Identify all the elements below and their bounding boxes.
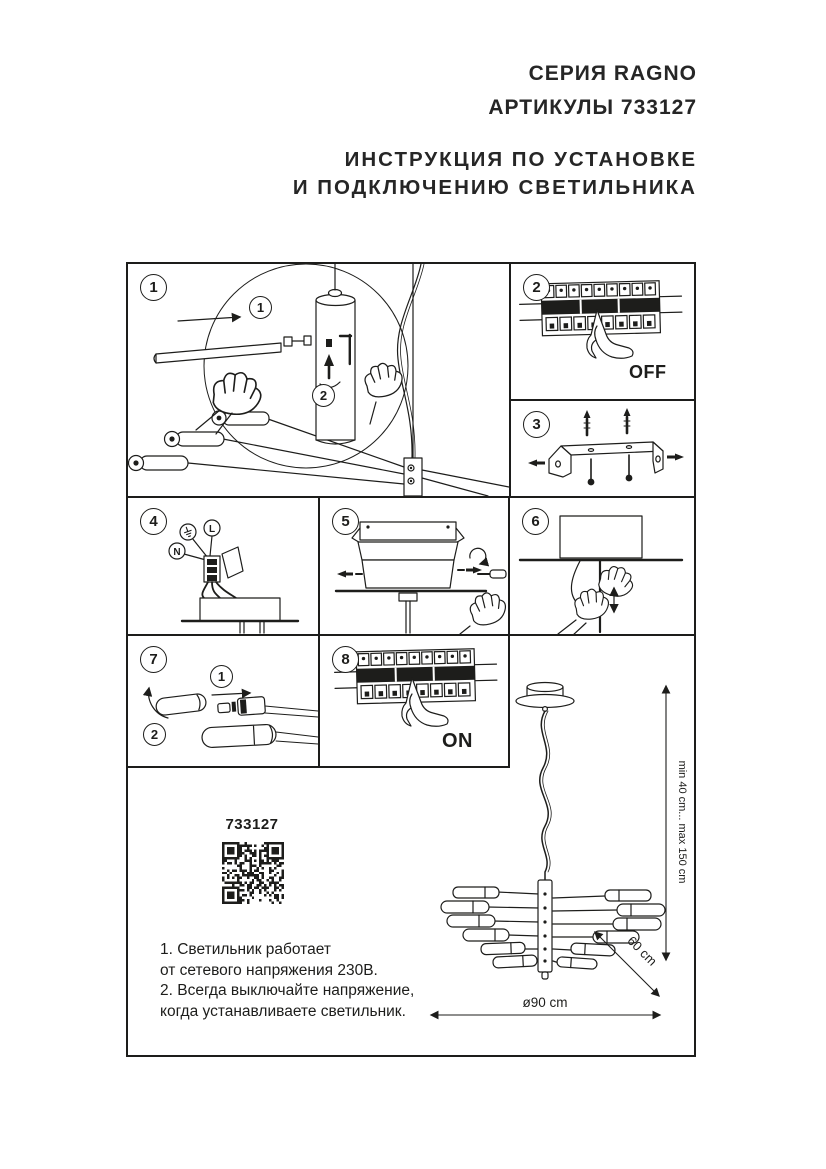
power-off-label: OFF bbox=[629, 362, 667, 382]
series-title: СЕРИЯ RAGNO bbox=[528, 62, 697, 85]
substep-1-badge: 1 bbox=[210, 665, 233, 688]
instruction-board bbox=[126, 262, 696, 1057]
power-on-label: ON bbox=[442, 730, 473, 752]
diameter-label: ø90 cm bbox=[522, 995, 568, 1010]
instruction-title-line2: И ПОДКЛЮЧЕНИЮ СВЕТИЛЬНИКА bbox=[292, 176, 697, 199]
depth-label: 60 cm bbox=[624, 932, 661, 969]
step-2-panel bbox=[511, 264, 694, 399]
qr-code bbox=[222, 842, 284, 904]
step-7-number: 7 bbox=[140, 646, 167, 673]
line-terminal-label: L bbox=[208, 524, 216, 535]
safety-notes bbox=[160, 940, 414, 1022]
articles-title: АРТИКУЛЫ 733127 bbox=[488, 96, 697, 119]
step-7-panel bbox=[128, 636, 318, 766]
step-3-panel bbox=[511, 401, 694, 496]
rod-assembly-drawing bbox=[128, 264, 509, 496]
substep-2-badge: 2 bbox=[312, 384, 335, 407]
note-line: когда устанавливаете светильник. bbox=[160, 1002, 406, 1020]
step-1-number: 1 bbox=[140, 274, 167, 301]
step-4-number: 4 bbox=[140, 508, 167, 535]
instruction-title-line1: ИНСТРУКЦИЯ ПО УСТАНОВКЕ bbox=[344, 148, 697, 171]
step-1-panel bbox=[128, 264, 509, 496]
step-6-panel bbox=[510, 498, 694, 634]
note-line: 2. Всегда выключайте напряжение, bbox=[160, 982, 415, 999]
step-3-number: 3 bbox=[523, 411, 550, 438]
substep-1-badge: 1 bbox=[249, 296, 272, 319]
substep-2-badge: 2 bbox=[143, 723, 166, 746]
step-5-panel bbox=[320, 498, 508, 634]
step-2-number: 2 bbox=[523, 274, 550, 301]
article-number: 733127 bbox=[225, 816, 279, 833]
step-4-panel bbox=[128, 498, 318, 634]
instruction-title bbox=[293, 146, 697, 202]
step-6-number: 6 bbox=[522, 508, 549, 535]
title-block bbox=[488, 57, 697, 125]
chandelier-dimension-drawing bbox=[423, 670, 694, 1055]
step-8-number: 8 bbox=[332, 646, 359, 673]
height-range-label: min 40 cm... max 150 cm bbox=[676, 760, 688, 884]
step-5-number: 5 bbox=[332, 508, 359, 535]
neutral-terminal-label: N bbox=[173, 547, 181, 558]
note-line: 1. Светильник работает bbox=[160, 941, 331, 958]
note-line: от сетевого напряжения 230В. bbox=[160, 961, 378, 979]
